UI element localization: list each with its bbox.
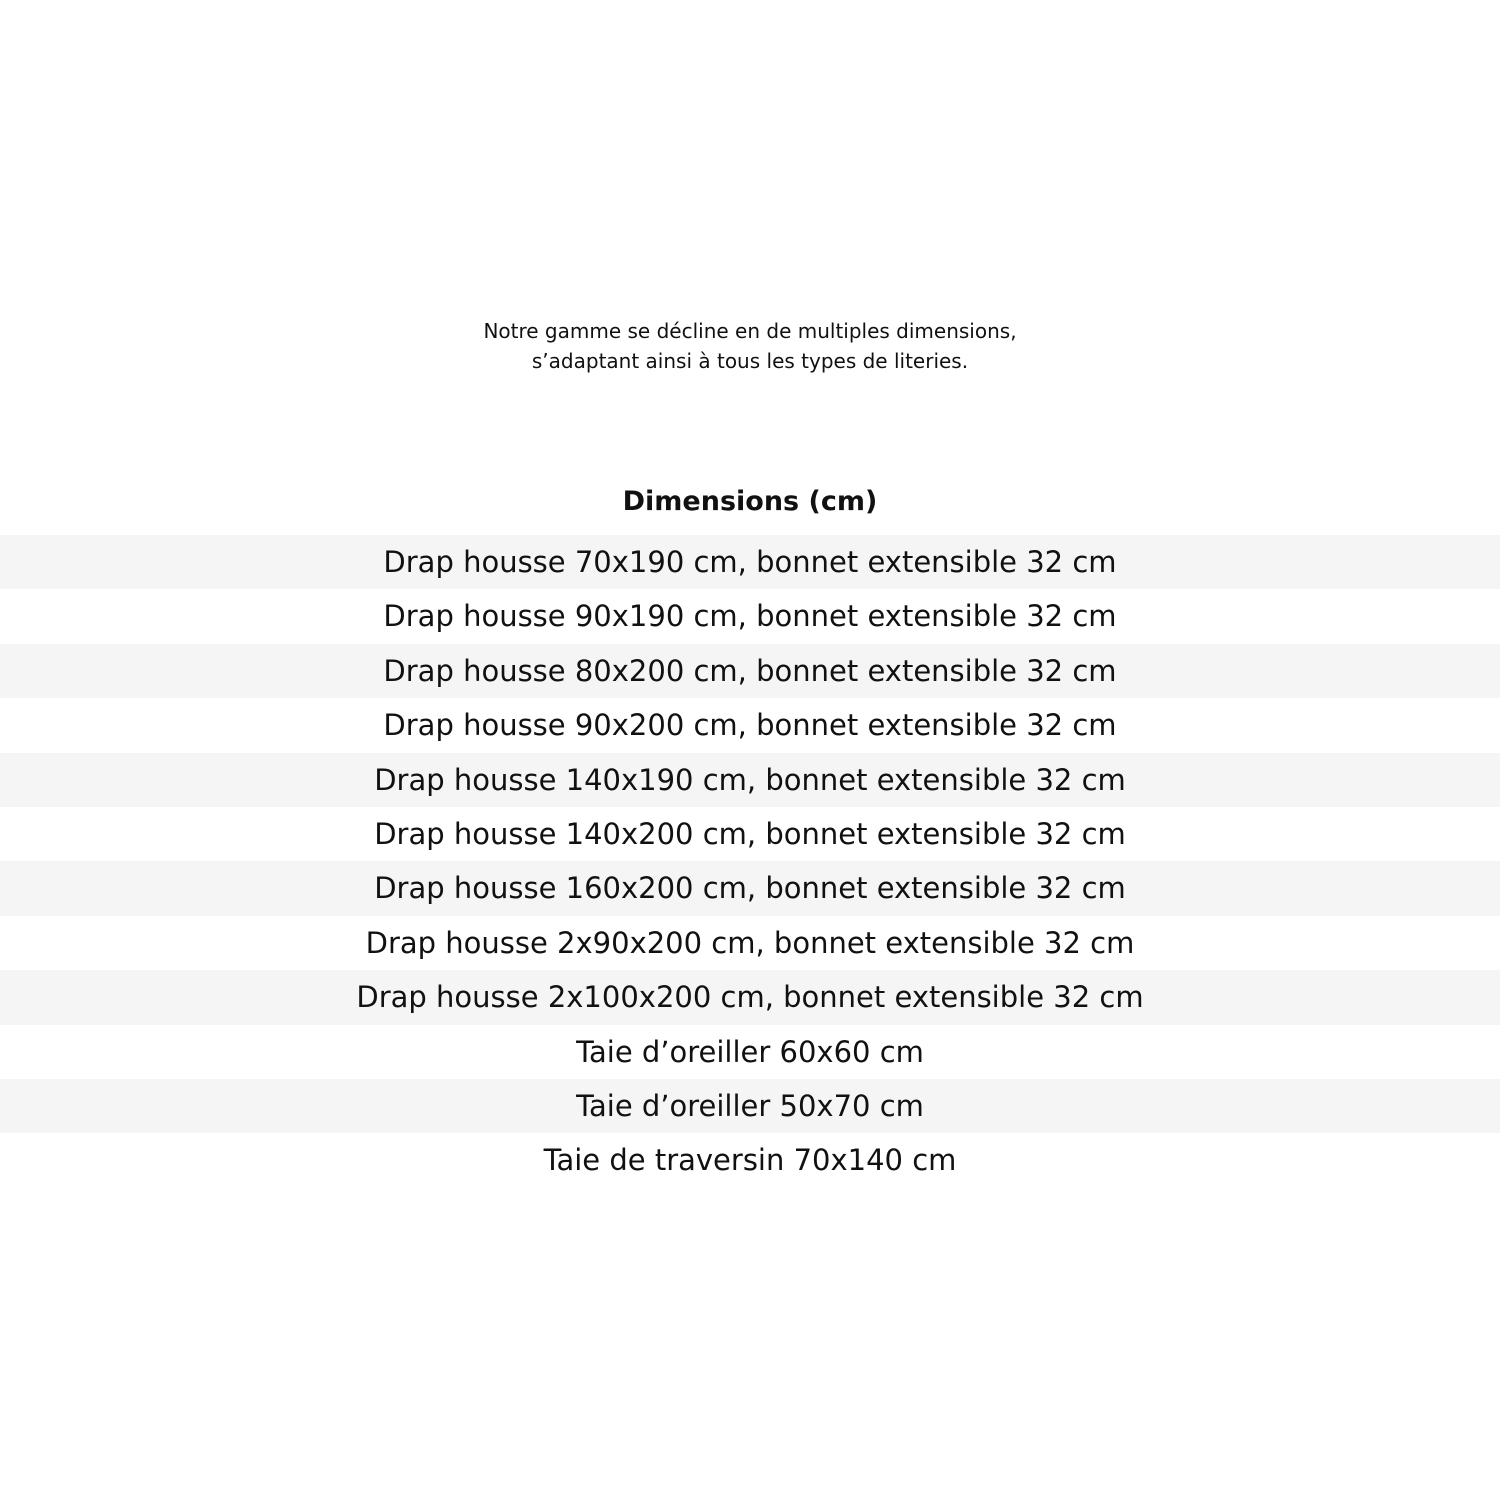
table-row: Drap housse 160x200 cm, bonnet extensible 32 cm (0, 861, 1500, 915)
table-row: Drap housse 140x190 cm, bonnet extensible 32 cm (0, 753, 1500, 807)
table-row: Drap housse 2x90x200 cm, bonnet extensible 32 cm (0, 916, 1500, 970)
table-row: Drap housse 90x200 cm, bonnet extensible 32 cm (0, 698, 1500, 752)
intro-text (0, 316, 1500, 376)
table-row: Drap housse 70x190 cm, bonnet extensible 32 cm (0, 535, 1500, 589)
table-row: Drap housse 140x200 cm, bonnet extensible 32 cm (0, 807, 1500, 861)
table-row: Taie de traversin 70x140 cm (0, 1133, 1500, 1187)
table-row: Drap housse 2x100x200 cm, bonnet extensible 32 cm (0, 970, 1500, 1024)
intro-line-2: s’adaptant ainsi à tous les types de literies. (531, 349, 969, 373)
intro-line-1: Notre gamme se décline en de multiples dimensions, (483, 319, 1017, 343)
dimensions-table (0, 535, 1500, 1188)
table-row: Taie d’oreiller 50x70 cm (0, 1079, 1500, 1133)
table-row: Drap housse 80x200 cm, bonnet extensible 32 cm (0, 644, 1500, 698)
dimensions-title: Dimensions (cm) (622, 486, 878, 517)
table-row: Taie d’oreiller 60x60 cm (0, 1025, 1500, 1079)
table-row: Drap housse 90x190 cm, bonnet extensible 32 cm (0, 589, 1500, 643)
